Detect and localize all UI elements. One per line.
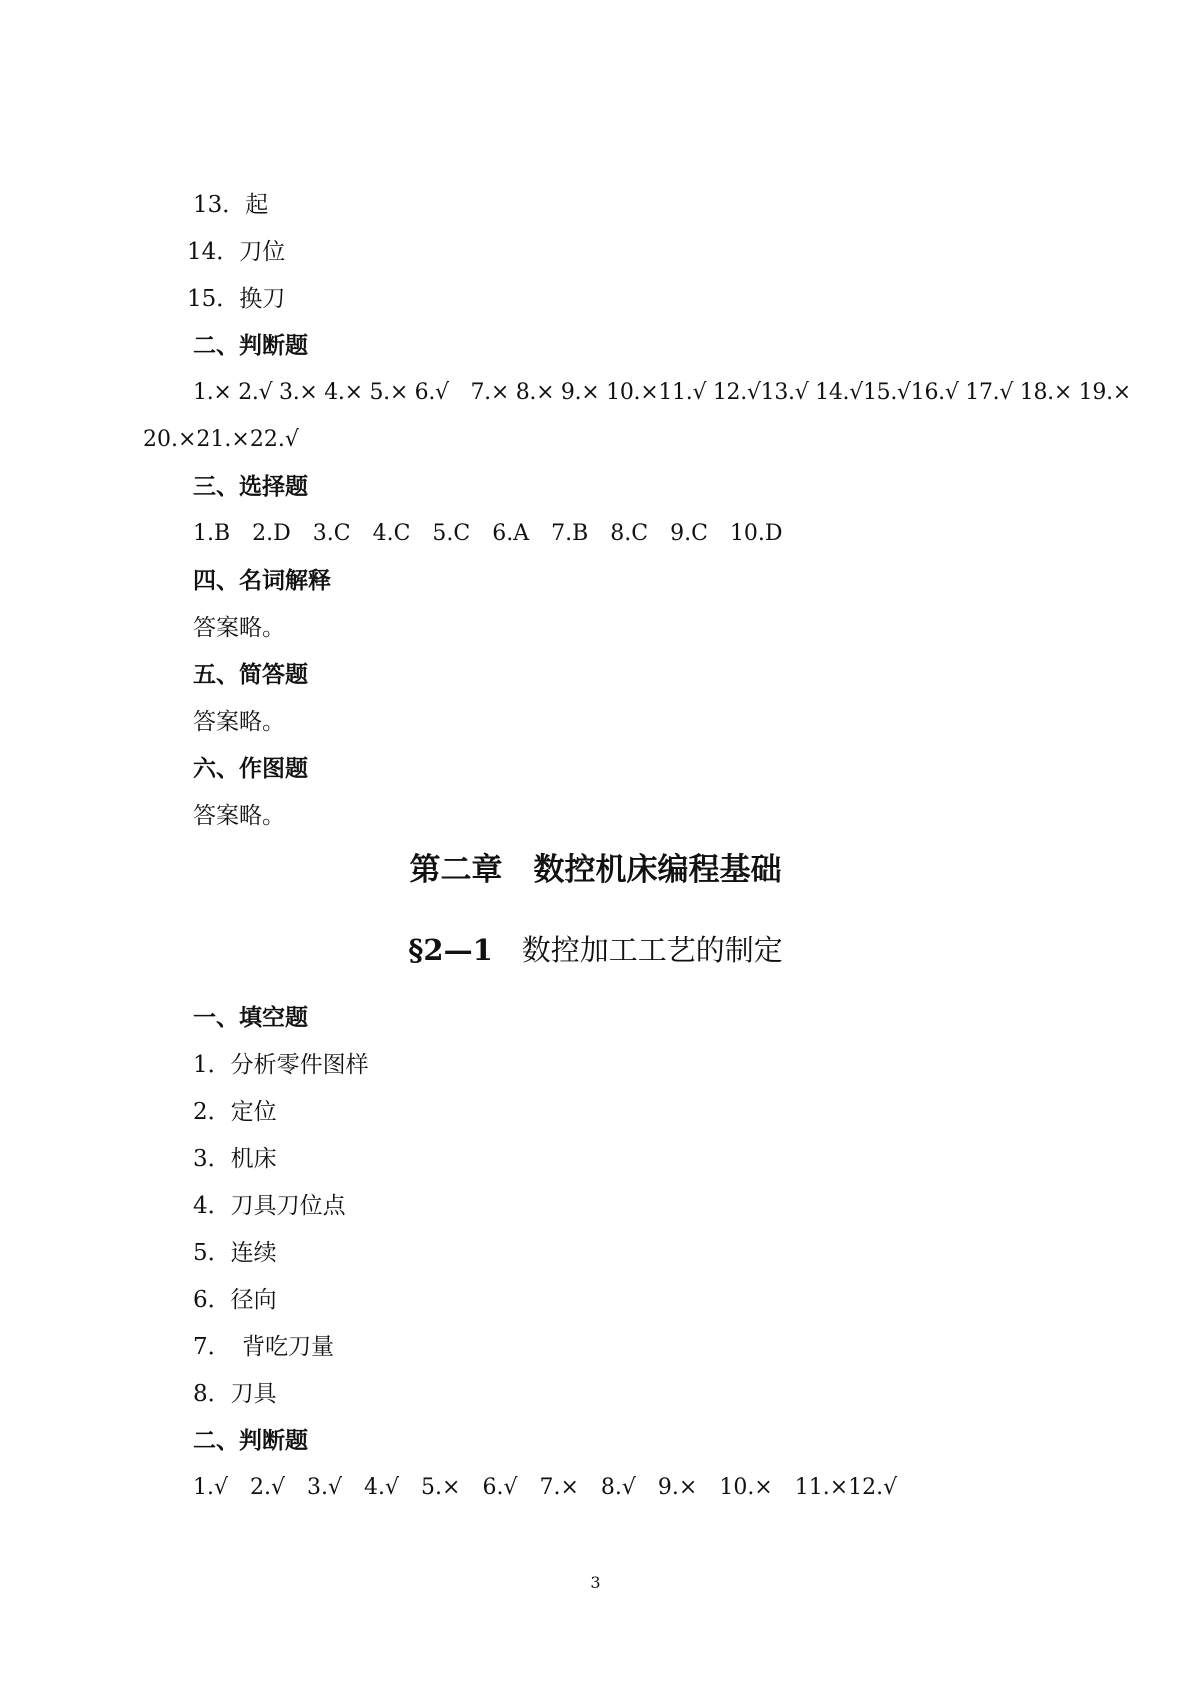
fill-answer-3: 3．机床 [193, 1146, 277, 1172]
drawing-answer: 答案略。 [193, 803, 285, 829]
terms-answer: 答案略。 [193, 615, 285, 641]
fill-answer-7: 7． 背吃刀量 [193, 1334, 335, 1360]
choice-answers: 1.B 2.D 3.C 4.C 5.C 6.A 7.B 8.C 9.C 10.D [193, 521, 783, 546]
fill-heading-2: 一、填空题 [193, 1005, 308, 1031]
fill-answer-4: 4．刀具刀位点 [193, 1193, 346, 1219]
judge-answers-line-1: 1.× 2.√ 3.× 4.× 5.× 6.√ 7.× 8.× 9.× 10.×11.√ 12.√13.√ 14.√15.√16.√ 17.√ 18.× 19.× [193, 380, 1131, 405]
section-title [0, 931, 1191, 969]
fill-answer-6: 6．径向 [193, 1287, 277, 1313]
fill-answer-1: 1．分析零件图样 [193, 1052, 369, 1078]
terms-heading: 四、名词解释 [193, 568, 331, 594]
judge-answers-line-2: 20.×21.×22.√ [143, 427, 299, 452]
short-answer-answer: 答案略。 [193, 709, 285, 735]
page-number: 3 [590, 1573, 601, 1592]
fill-answer-8: 8．刀具 [193, 1381, 277, 1407]
section-spacer [493, 933, 522, 967]
fill-answer-5: 5．连续 [193, 1240, 277, 1266]
fill-answer-13: 13．起 [193, 192, 269, 218]
judge-heading-2: 二、判断题 [193, 1428, 308, 1454]
section-number: §2—1 [408, 933, 493, 967]
drawing-heading: 六、作图题 [193, 756, 308, 782]
judge-heading-1: 二、判断题 [193, 333, 308, 359]
choice-heading: 三、选择题 [193, 474, 308, 500]
fill-answer-2: 2．定位 [193, 1099, 277, 1125]
fill-answer-14: 14．刀位 [187, 239, 286, 265]
chapter-title: 第二章 数控机床编程基础 [409, 852, 782, 888]
judge-answers-2: 1.√ 2.√ 3.√ 4.√ 5.× 6.√ 7.× 8.√ 9.× 10.× 11.×12.√ [193, 1475, 898, 1500]
fill-answer-15: 15．换刀 [187, 286, 286, 312]
section-name: 数控加工工艺的制定 [521, 933, 783, 967]
short-answer-heading: 五、简答题 [193, 662, 308, 688]
